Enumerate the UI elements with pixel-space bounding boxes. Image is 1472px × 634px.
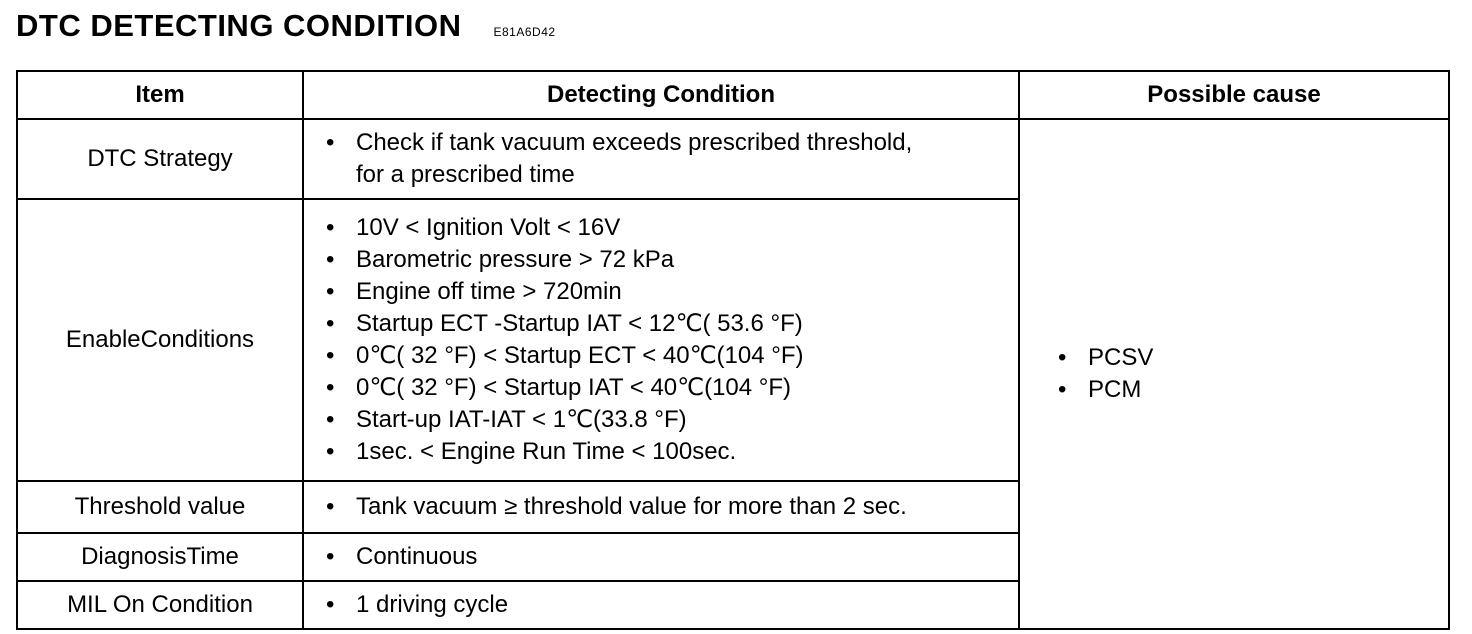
row-item: MIL On Condition <box>17 581 303 629</box>
condition-item: • Continuous <box>326 541 1018 573</box>
header-cause: Possible cause <box>1019 71 1449 119</box>
header-row <box>17 71 1449 119</box>
possible-cause-cell <box>1019 119 1449 629</box>
row-conditions <box>303 533 1019 581</box>
header-item: Item <box>17 71 303 119</box>
condition-item: • Start-up IAT-IAT < 1℃(33.8 °F) <box>326 404 1018 436</box>
cause-item: • PCSV <box>1058 342 1448 374</box>
condition-item: • Barometric pressure > 72 kPa <box>326 244 1018 276</box>
condition-item: • 10V < Ignition Volt < 16V <box>326 212 1018 244</box>
header-condition: Detecting Condition <box>303 71 1019 119</box>
row-item: DTC Strategy <box>17 119 303 199</box>
condition-item: • 1 driving cycle <box>326 589 1018 621</box>
row-conditions <box>303 119 1019 199</box>
condition-item: • Engine off time > 720min <box>326 276 1018 308</box>
dtc-condition-table <box>16 70 1450 630</box>
row-item: Threshold value <box>17 481 303 533</box>
document-code: E81A6D42 <box>493 25 556 39</box>
condition-item: • Startup ECT -Startup IAT < 12℃( 53.6 °F) <box>326 308 1018 340</box>
row-conditions <box>303 481 1019 533</box>
condition-item: • Check if tank vacuum exceeds prescribed threshold, for a prescribed time <box>326 127 916 191</box>
row-conditions <box>303 199 1019 481</box>
condition-item: • 1sec. < Engine Run Time < 100sec. <box>326 436 1018 468</box>
condition-item: • 0℃( 32 °F) < Startup ECT < 40℃(104 °F) <box>326 340 1018 372</box>
title-block <box>16 8 556 48</box>
page-title: DTC DETECTING CONDITION <box>16 8 462 43</box>
row-item: EnableConditions <box>17 199 303 481</box>
cause-item: • PCM <box>1058 374 1448 406</box>
condition-item: • 0℃( 32 °F) < Startup IAT < 40℃(104 °F) <box>326 372 1018 404</box>
row-conditions <box>303 581 1019 629</box>
condition-item: • Tank vacuum ≥ threshold value for more than 2 sec. <box>326 491 1018 523</box>
row-item: DiagnosisTime <box>17 533 303 581</box>
table-row <box>17 119 1449 199</box>
